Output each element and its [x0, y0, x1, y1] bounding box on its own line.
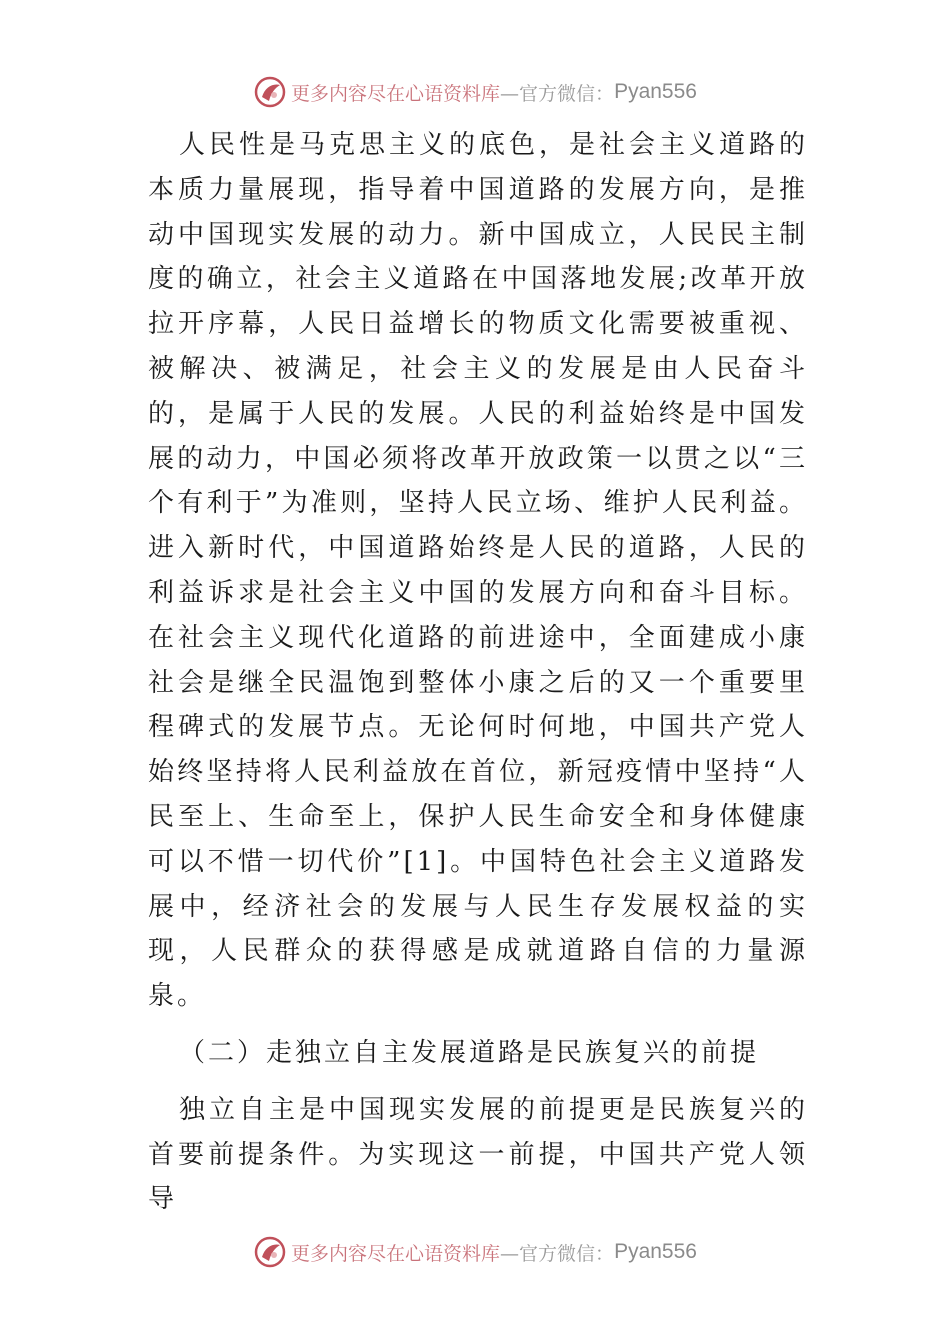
stamp-logo-icon — [253, 75, 287, 109]
watermark-wechat-id: Pyan556 — [614, 80, 697, 103]
section-heading: （二）走独立自主发展道路是民族复兴的前提 — [179, 1037, 760, 1068]
watermark-wechat-id: Pyan556 — [614, 1240, 697, 1263]
watermark-text: 更多内容尽在心语资料库 — [291, 1242, 501, 1265]
watermark-separator: —官方微信： — [500, 1242, 615, 1265]
document-body — [148, 123, 808, 1222]
stamp-logo-icon — [253, 1235, 287, 1269]
body-paragraph-2: 独立自主是中国现实发展的前提更是民族复兴的首要前提条件。为实现这一前提，中国共产党人领导 — [148, 1094, 808, 1215]
watermark-text: 更多内容尽在心语资料库 — [291, 82, 501, 105]
watermark-separator: —官方微信： — [500, 82, 615, 105]
header-watermark — [0, 72, 950, 112]
footer-watermark — [0, 1232, 950, 1272]
body-paragraph: 人民性是马克思主义的底色，是社会主义道路的本质力量展现，指导着中国道路的发展方向，是推动中国现实发展的动力。新中国成立，人民民主制度的确立，社会主义道路在中国落地发展;改革开放拉开序幕，人民日益增长的物质文化需要被重视、被解决、被满足，社会主义的发展是由人民奋斗的，是属于人民的发展。人民的利益始终是中国发展的动力，中国必须将改革开放政策一以贯之以“三个有利于”为准则，坚持人民立场、维护人民利益。进入新时代，中国道路始终是人民的道路，人民的利益诉求是社会主义中国的发展方向和奋斗目标。在社会主义现代化道路的前进途中，全面建成小康社会是继全民温饱到整体小康之后的又一个重要里程碑式的发展节点。无论何时何地，中国共产党人始终坚持将人民利益放在首位，新冠疫情中坚持“人民至上、生命至上，保护人民生命安全和身体健康可以不惜一切代价”[1]。中国特色社会主义道路发展中，经济社会的发展与人民生存发展权益的实现，人民群众的获得感是成就道路自信的力量源泉。 — [148, 130, 808, 1012]
